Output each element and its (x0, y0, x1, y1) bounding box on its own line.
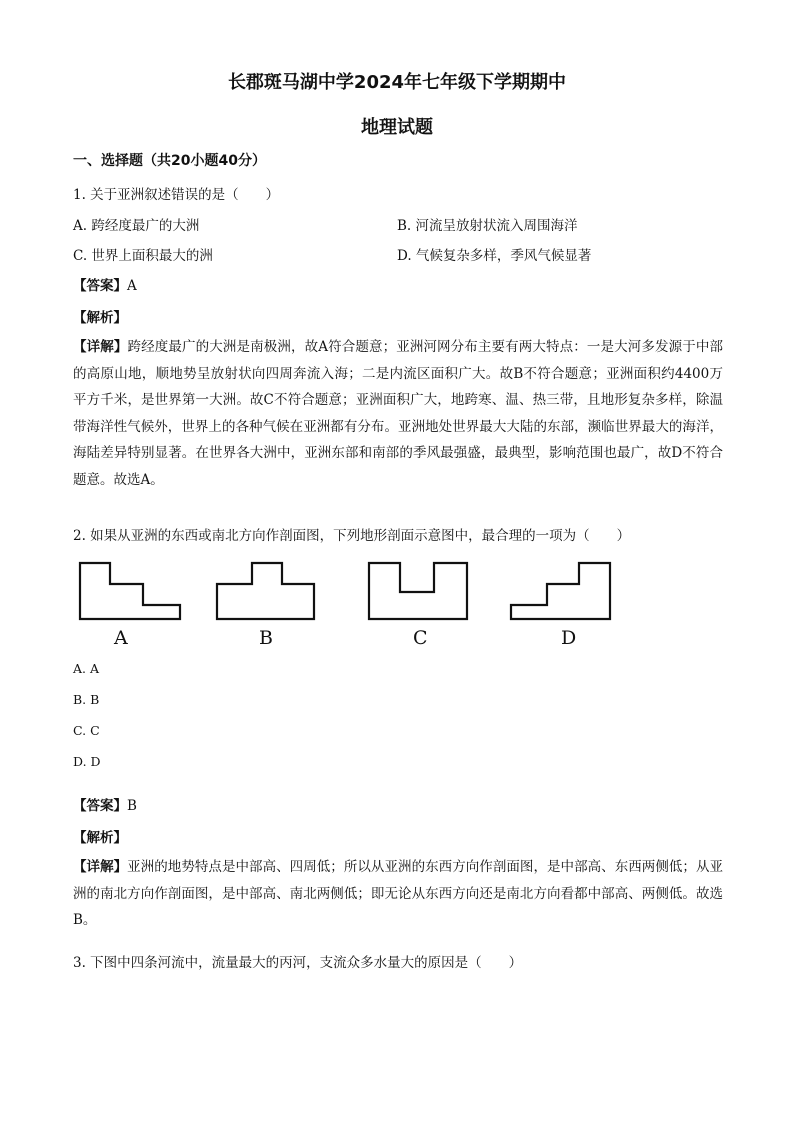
answer-value: A (127, 278, 137, 294)
q1-option-a: A. 跨经度最广的大洲 (73, 218, 200, 234)
figure-label-a: A (114, 627, 128, 649)
profile-d (511, 563, 610, 619)
q1-option-b: B. 河流呈放射状流入周围海洋 (397, 218, 578, 234)
q2-option-c: C. C (73, 723, 100, 738)
exam-subtitle: 地理试题 (361, 117, 433, 138)
profile-a (80, 563, 180, 619)
q2-option-a: A. A (73, 661, 100, 676)
figure-label-b: B (259, 627, 273, 649)
detail-tag: 【详解】 (73, 859, 128, 875)
q2-answer (73, 794, 137, 814)
q1-option-c: C. 世界上面积最大的洲 (73, 248, 213, 264)
answer-value: B (127, 798, 137, 814)
q1-stem: 1. 关于亚洲叙述错误的是（ ） (73, 187, 280, 203)
profile-c (369, 563, 467, 619)
q2-option-d: D. D (73, 754, 101, 769)
q3-stem: 3. 下图中四条河流中，流量最大的丙河，支流众多水量大的原因是（ ） (73, 955, 523, 971)
figure-label-c: C (413, 627, 428, 649)
answer-tag: 【答案】 (73, 798, 127, 814)
section-heading: 一、选择题（共20小题40分） (73, 153, 266, 169)
figure-label-d: D (561, 627, 577, 649)
detail-tag: 【详解】 (73, 339, 128, 355)
q2-detail (73, 854, 723, 934)
profile-b (217, 563, 314, 619)
detail-text: 跨经度最广的大洲是南极洲，故A符合题意；亚洲河网分布主要有两大特点：一是大河多发源于中部的高原山地，顺地势呈放射状向四周奔流入海；二是内流区面积广大。故B不符合题意；亚洲面积约4400万平方千米，是世界第一大洲。故C不符合题意；亚洲面积广大，地跨寒、温、热三带，且地形复杂多样，除温带海洋性气候外，世界上的各种气候在亚洲都有分布。亚洲地处世界最大大陆的东部，濒临世界最大的海洋，海陆差异特别显著。在世界各大洲中，亚洲东部和南部的季风最强盛，最典型，影响范围也最广，故D不符合题意。故选A。 (73, 339, 724, 488)
answer-tag: 【答案】 (73, 278, 127, 294)
exam-title: 长郡斑马湖中学2024年七年级下学期期中 (227, 72, 567, 93)
q2-analysis-tag: 【解析】 (73, 830, 127, 846)
q2-option-b: B. B (73, 692, 100, 707)
q2-stem: 2. 如果从亚洲的东西或南北方向作剖面图，下列地形剖面示意图中，最合理的一项为（ ） (73, 528, 631, 544)
q1-analysis-tag: 【解析】 (73, 310, 127, 326)
detail-text: 亚洲的地势特点是中部高、四周低；所以从亚洲的东西方向作剖面图，是中部高、东西两侧低；从亚洲的南北方向作剖面图，是中部高、南北两侧低；即无论从东西方向还是南北方向看都中部高、两侧低。故选B。 (73, 859, 724, 929)
q1-option-d: D. 气候复杂多样，季风气候显著 (397, 248, 592, 264)
